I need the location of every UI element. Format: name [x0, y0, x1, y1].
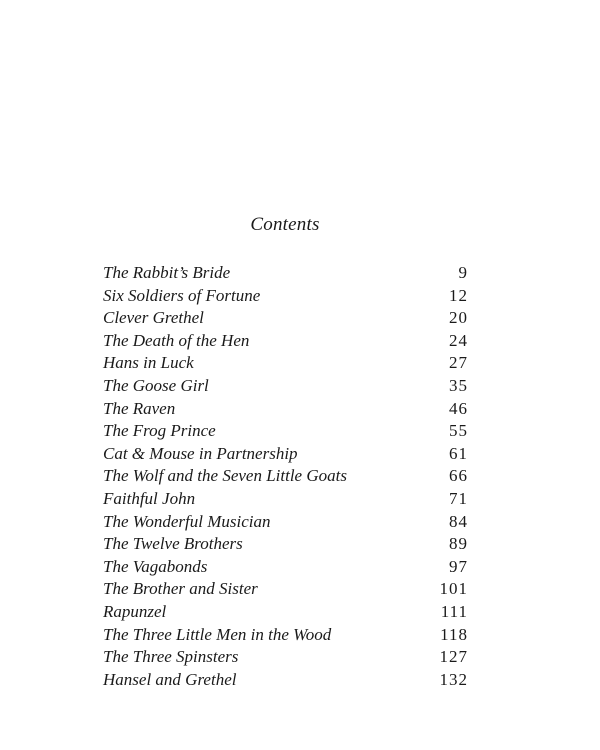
toc-entry-page: 89 [449, 534, 468, 554]
toc-entry-page: 24 [449, 330, 468, 350]
toc-entry [103, 533, 468, 556]
toc-entry [103, 556, 468, 579]
toc-entry-title: The Death of the Hen [103, 330, 250, 350]
toc-entry [103, 375, 468, 398]
toc-entry-title: The Wolf and the Seven Little Goats [103, 466, 347, 486]
toc-entry-title: Six Soldiers of Fortune [103, 285, 261, 305]
toc-entry-title: Hansel and Grethel [103, 669, 237, 689]
toc-entry-page: 20 [449, 308, 468, 328]
toc-entry-title: The Goose Girl [103, 375, 209, 395]
toc-entry-page: 35 [449, 375, 468, 395]
toc-entry-title: Clever Grethel [103, 308, 204, 328]
toc-entry-page: 84 [449, 511, 468, 531]
toc-entry-title: The Wonderful Musician [103, 511, 271, 531]
toc-entry-page: 27 [449, 353, 468, 373]
toc-entry [103, 262, 468, 285]
toc-entry [103, 465, 468, 488]
toc-entry-page: 12 [449, 285, 468, 305]
toc-entry-title: Faithful John [103, 488, 196, 508]
toc-entry [103, 330, 468, 353]
toc-entry-page: 66 [449, 466, 468, 486]
toc-entry-page: 46 [449, 398, 468, 418]
toc-entry-page: 127 [439, 647, 468, 667]
toc-entry [103, 307, 468, 330]
toc-entry-title: The Vagabonds [103, 556, 208, 576]
toc-entry [103, 669, 468, 692]
toc-entry-page: 101 [439, 579, 468, 599]
toc-entry-title: The Three Little Men in the Wood [103, 624, 332, 644]
toc-entry [103, 511, 468, 534]
contents-heading: Contents [250, 214, 320, 235]
toc-entry-page: 118 [440, 624, 468, 644]
toc-entry-title: The Brother and Sister [103, 579, 258, 599]
toc-entry-title: The Twelve Brothers [103, 534, 243, 554]
table-of-contents [103, 262, 468, 691]
toc-entry [103, 601, 468, 624]
toc-entry [103, 443, 468, 466]
toc-entry [103, 488, 468, 511]
toc-entry [103, 646, 468, 669]
toc-entry-title: Rapunzel [103, 601, 167, 621]
toc-entry-page: 97 [449, 556, 468, 576]
toc-entry-page: 132 [439, 669, 468, 689]
toc-entry [103, 624, 468, 647]
toc-entry-page: 71 [449, 488, 468, 508]
toc-entry-title: Hans in Luck [103, 353, 194, 373]
toc-entry [103, 352, 468, 375]
toc-entry-title: The Raven [103, 398, 176, 418]
toc-entry-title: The Rabbit’s Bride [103, 263, 231, 282]
toc-entry [103, 285, 468, 308]
toc-entry-page: 61 [449, 443, 468, 463]
toc-entry-title: The Frog Prince [103, 421, 216, 441]
toc-entry [103, 420, 468, 443]
toc-entry [103, 398, 468, 421]
toc-entry-title: The Three Spinsters [103, 647, 239, 667]
toc-entry-title: Cat & Mouse in Partnership [103, 443, 298, 463]
toc-entry-page: 9 [458, 263, 468, 282]
toc-entry [103, 578, 468, 601]
toc-entry-page: 111 [440, 601, 468, 621]
toc-entry-page: 55 [449, 421, 468, 441]
